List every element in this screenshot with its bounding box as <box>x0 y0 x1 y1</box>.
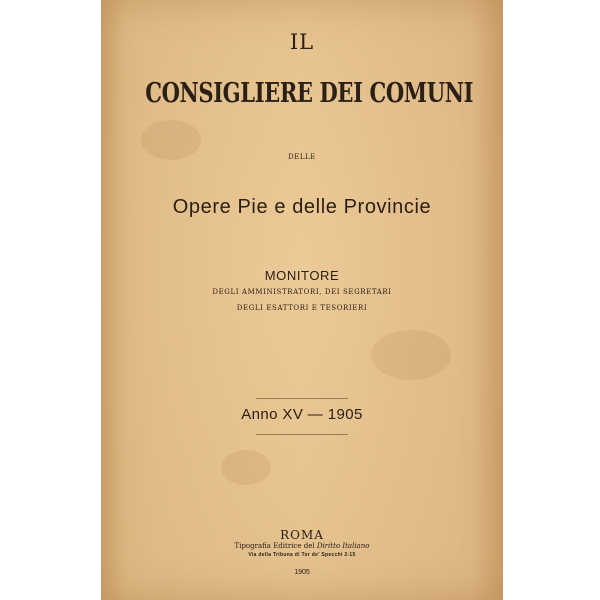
imprint-address: Via della Tribuna di Tor de' Specchi 2-15 <box>248 552 356 558</box>
divider-top <box>256 398 348 399</box>
publisher-name: Diritto Italiano <box>316 542 370 550</box>
imprint-publisher <box>101 542 503 550</box>
monitore-line-1: DEGLI AMMINISTRATORI, DEI SEGRETARI <box>212 288 392 296</box>
paper-stain <box>371 330 451 380</box>
title-page <box>101 0 503 600</box>
title-article: IL <box>289 30 315 54</box>
paper-stain <box>221 450 271 485</box>
imprint-year: 1905 <box>294 569 310 576</box>
page-title: CONSIGLIERE DEI COMUNI <box>145 78 474 109</box>
imprint-city: ROMA <box>280 528 324 542</box>
monitore-line-2: DEGLI ESATTORI E TESORIERI <box>236 304 368 312</box>
page-subtitle: Opere Pie e delle Provincie <box>172 196 432 218</box>
divider-bottom <box>256 434 348 435</box>
publisher-prefix: Tipografia Editrice del <box>234 542 315 550</box>
title-connector: DELLE <box>288 153 316 161</box>
volume-year: Anno XV — 1905 <box>241 406 363 423</box>
monitore-heading: MONITORE <box>264 268 340 283</box>
